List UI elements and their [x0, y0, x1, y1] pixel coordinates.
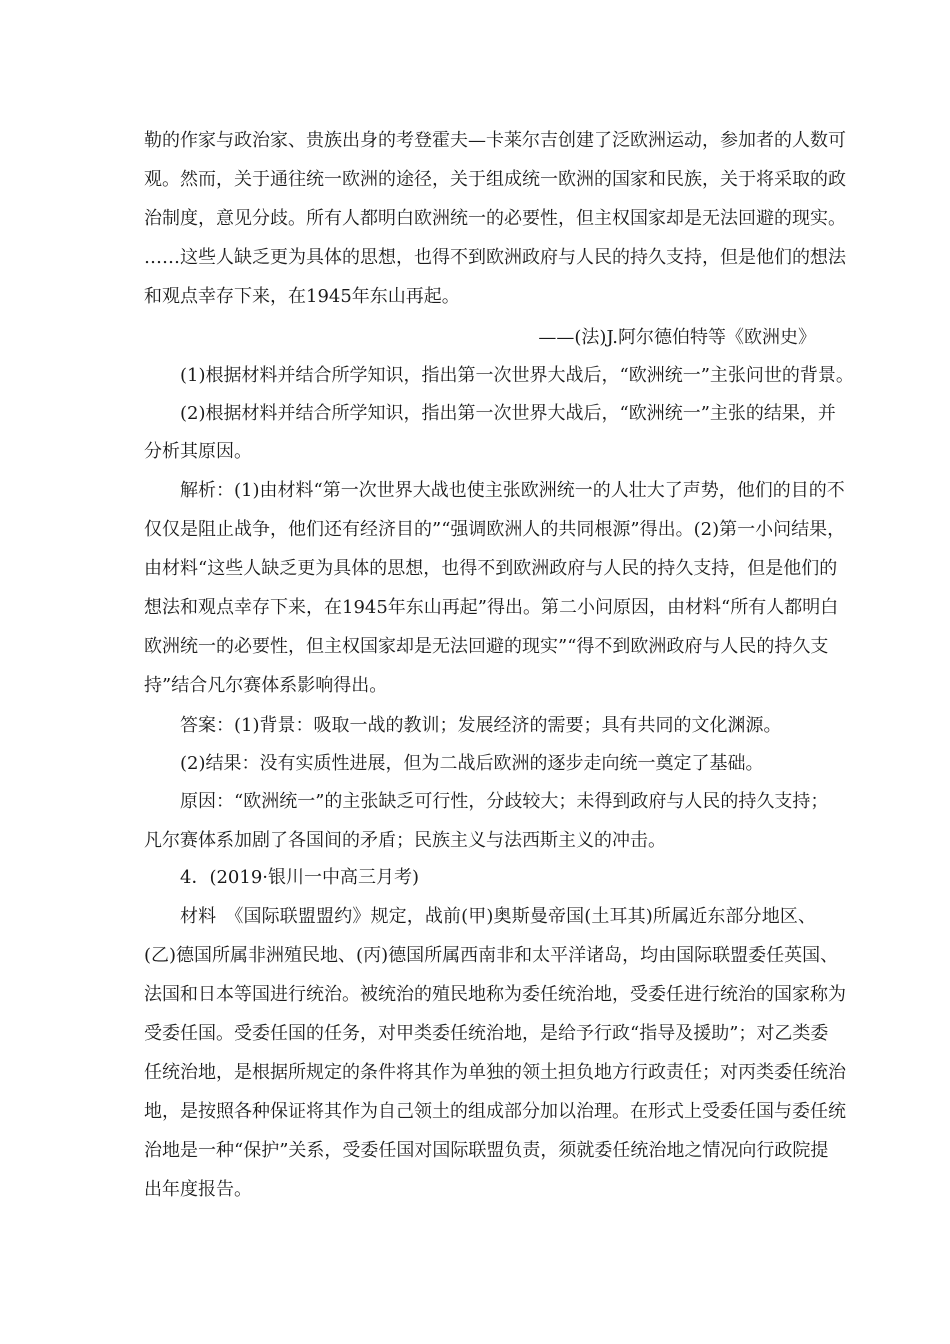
- q4-material-line: 法国和日本等国进行统治。被统治的殖民地称为委任统治地，受委任进行统治的国家称为: [144, 984, 846, 1005]
- analysis-line: 持”结合凡尔赛体系影响得出。: [144, 675, 388, 696]
- analysis-line: 欧洲统一的必要性，但主权国家却是无法回避的现实”“得不到欧洲政府与人民的持久支: [144, 636, 829, 657]
- question-2: 分析其原因。: [144, 441, 252, 462]
- q4-material-line: 出年度报告。: [144, 1179, 252, 1200]
- reason-line: 凡尔赛体系加剧了各国间的矛盾；民族主义与法西斯主义的冲击。: [144, 830, 666, 851]
- q4-material-line: 地，是按照各种保证将其作为自己领土的组成部分加以治理。在形式上受委任国与委任统: [144, 1101, 846, 1122]
- analysis-line: 由材料“这些人缺乏更为具体的思想，也得不到欧洲政府与人民的持久支持，但是他们的: [144, 558, 838, 579]
- q4-material-line: (乙)德国所属非洲殖民地、(丙)德国所属西南非和太平洋诸岛，均由国际联盟委任英国、: [144, 945, 839, 966]
- q4-material-line: 材料 《国际联盟盟约》规定，战前(甲)奥斯曼帝国(土耳其)所属近东部分地区、: [180, 906, 816, 927]
- material-line: 和观点幸存下来，在1945年东山再起。: [144, 286, 460, 307]
- question-2: (2)根据材料并结合所学知识，指出第一次世界大战后，“欧洲统一”主张的结果，并: [180, 403, 836, 424]
- material-line: 治制度，意见分歧。所有人都明白欧洲统一的必要性，但主权国家却是无法回避的现实。: [144, 208, 846, 229]
- material-line: 观。然而，关于通往统一欧洲的途径，关于组成统一欧洲的国家和民族，关于将采取的政: [144, 169, 846, 190]
- q4-material-line: 治地是一种“保护”关系，受委任国对国际联盟负责，须就委任统治地之情况向行政院提: [144, 1140, 829, 1161]
- answer-2: (2)结果：没有实质性进展，但为二战后欧洲的逐步走向统一奠定了基础。: [180, 753, 764, 774]
- question-4-header: 4．(2019·银川一中高三月考): [180, 867, 420, 888]
- q4-material-line: 任统治地，是根据所规定的条件将其作为单独的领土担负地方行政责任；对丙类委任统治: [144, 1062, 846, 1083]
- q4-material-line: 受委任国。受委任国的任务，对甲类委任统治地，是给予行政“指导及援助”；对乙类委: [144, 1023, 829, 1044]
- reason-line: 原因：“欧洲统一”的主张缺乏可行性，分歧较大；未得到政府与人民的持久支持；: [180, 791, 829, 812]
- analysis-line: 想法和观点幸存下来，在1945年东山再起”得出。第二小问原因，由材料“所有人都明白: [144, 597, 839, 618]
- material-line: ……这些人缺乏更为具体的思想，也得不到欧洲政府与人民的持久支持，但是他们的想法: [144, 247, 846, 268]
- source-citation: ——(法)J.阿尔德伯特等《欧洲史》: [538, 327, 816, 348]
- question-1: (1)根据材料并结合所学知识，指出第一次世界大战后，“欧洲统一”主张问世的背景。: [180, 365, 854, 386]
- answer-1: 答案：(1)背景：吸取一战的教训；发展经济的需要；具有共同的文化渊源。: [180, 715, 782, 736]
- analysis-line: 解析：(1)由材料“第一次世界大战也使主张欧洲统一的人壮大了声势，他们的目的不: [180, 480, 845, 501]
- analysis-line: 仅仅是阻止战争，他们还有经济目的”“强调欧洲人的共同根源”得出。(2)第一小问结果，: [144, 519, 846, 540]
- material-line: 勒的作家与政治家、贵族出身的考登霍夫—卡莱尔吉创建了泛欧洲运动，参加者的人数可: [144, 130, 846, 151]
